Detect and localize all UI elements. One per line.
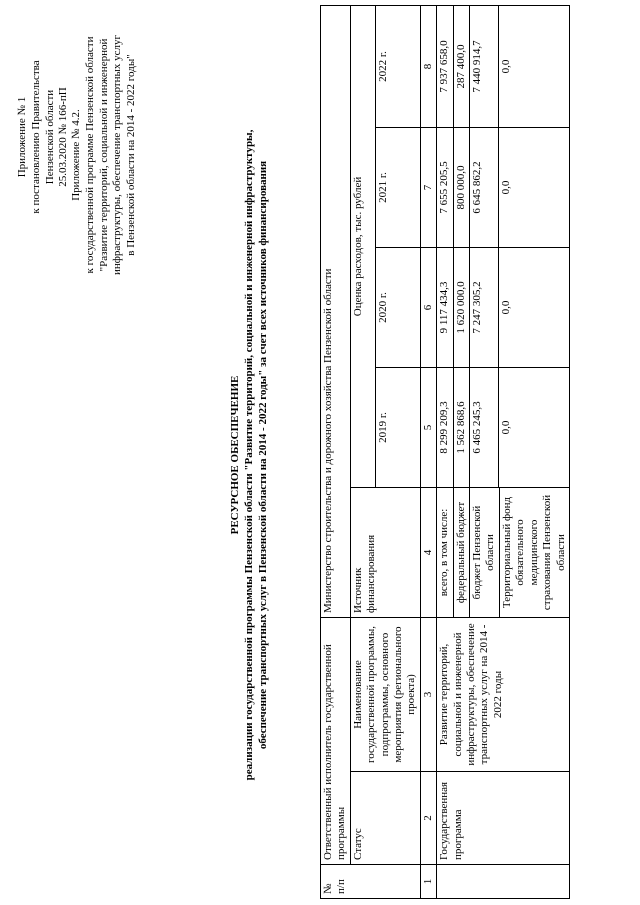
value-cell: 7 440 914,7 [469,6,498,127]
resource-table [320,5,570,899]
document-title [228,25,270,885]
responsible-value: Министерство строительства и дорожного хозяйства Пензенской области [321,5,351,617]
row-program-name: Развитие территорий, социальной и инженерной инфраструктуры, обеспечение транспортных услуг на 2014 - 2022 годы [437,617,570,771]
responsible-label: Ответственный исполнитель государственной программы [321,617,351,864]
value-cell: 0,0 [498,248,514,367]
row-sources [437,487,570,617]
year-header: 2021 г. [375,127,420,247]
year-header: 2019 г. [375,367,420,487]
title-line: обеспечение транспортных услуг в Пензенской области на 2014 - 2022 годы" за счет всех источников финансирования [257,160,270,750]
value-cell: 6 465 245,3 [469,368,498,487]
annex-program-line: к государственной программе Пензенской области [83,36,96,274]
value-cell: 287 400,0 [453,6,469,127]
source-item: всего, в том числе: [438,508,451,597]
column-number: 4 [420,487,436,617]
values-2022 [437,5,570,127]
values-2021 [437,127,570,247]
annex-resolution-line: Пензенской области [43,89,56,185]
value-cell: 7 247 305,2 [469,248,498,367]
annex-program-line: "Развитие территорий, социальной и инженерной [97,38,110,272]
title-line: реализации государственной программы Пензенской области "Развитие территорий, социальной и инженерной инфраструктуры, [243,129,256,781]
column-numbers-row [420,5,436,898]
value-cell: 0,0 [498,128,514,247]
column-number: 2 [420,772,436,865]
year-header: 2020 г. [375,247,420,367]
col-header-source: Источник финансирования [350,487,420,617]
value-cell: 0,0 [498,6,514,127]
col-header-name: Наименование государственной программы, подпрограммы, основного мероприятия (регионального проекта) [350,617,420,771]
annex-program-line: Приложение № 4.2. [70,109,82,201]
column-number: 3 [420,617,436,771]
values-2019 [437,367,570,487]
annex-program [70,0,139,315]
annex-resolution [16,37,71,237]
source-item: бюджет Пензенской области [469,488,499,617]
annex-program-line: в Пензенской области на 2014 - 2022 годы" [125,54,137,256]
col-header-estimate: Оценка расходов, тыс. рублей [350,5,375,487]
column-number: 1 [420,865,436,899]
table-row [437,5,570,898]
value-cell: 0,0 [498,368,514,487]
value-cell: 7 655 205,5 [438,161,451,214]
col-header-status: Статус [350,772,420,865]
values-2020 [437,247,570,367]
title-heading: РЕСУРСНОЕ ОБЕСПЕЧЕНИЕ [229,375,241,535]
annex-resolution-line: 25.03.2020 № 166-пП [57,87,70,187]
value-cell: 1 562 868,6 [453,368,469,487]
column-number: 7 [420,127,436,247]
source-item: Территориальный фонд обязательного медицинского страхования Пензенской области [499,488,569,617]
header-row [350,5,375,898]
row-number [437,865,570,899]
value-cell: 800 000,0 [453,128,469,247]
value-cell: 7 937 658,0 [438,40,451,93]
column-number: 6 [420,247,436,367]
annex-program-line: инфраструктуры, обеспечение транспортных услуг [111,34,124,276]
value-cell: 1 620 000,0 [453,248,469,367]
value-cell: 6 645 862,2 [469,128,498,247]
col-header-no: № п/п [321,865,421,899]
value-cell: 8 299 209,3 [438,401,451,454]
column-number: 8 [420,5,436,127]
value-cell: 9 117 434,3 [438,281,451,334]
responsible-row [321,5,351,898]
annex-resolution-line: к постановлению Правительства [29,60,42,214]
row-status: Государственная программа [437,772,570,865]
source-item: федеральный бюджет [453,488,469,617]
year-header: 2022 г. [375,5,420,127]
column-number: 5 [420,367,436,487]
annex-resolution-line: Приложение № 1 [16,96,28,178]
